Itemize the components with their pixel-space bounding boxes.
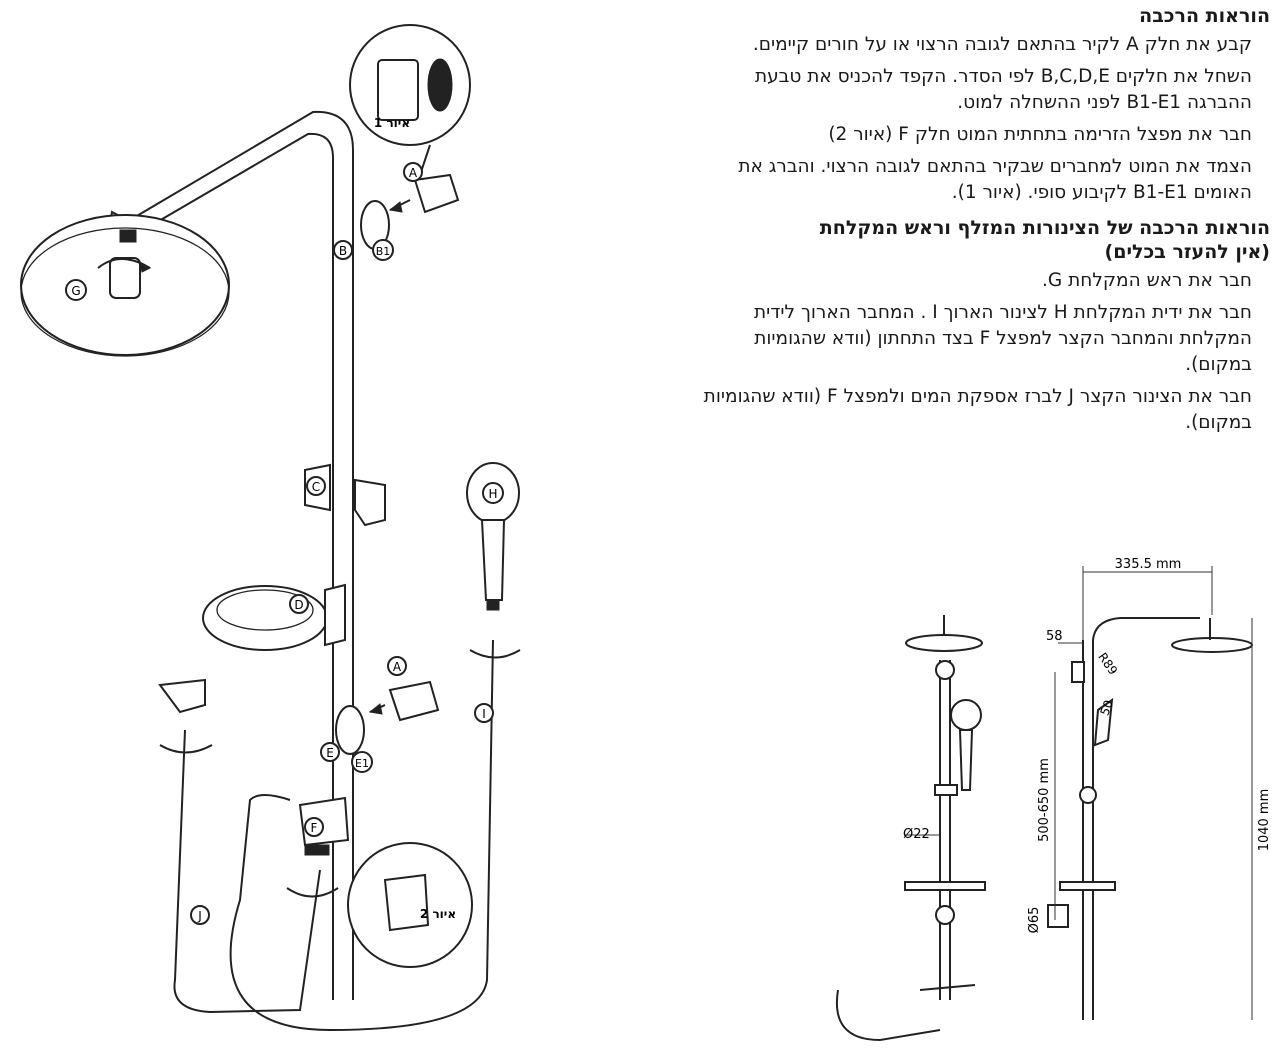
side-soap-dish [1060, 882, 1115, 890]
hose-title-line2: (אין להעזר בכלים) [1104, 241, 1270, 263]
dim-angle: 50 [1097, 698, 1116, 718]
label-e: E [326, 746, 334, 760]
callout-fig1: איור 1 [373, 116, 411, 130]
wall-bracket-bottom [390, 682, 438, 720]
dim-radius: R89 [1095, 650, 1121, 678]
assembly-step: השחל את חלקים B,C,D,E לפי הסדר. הקפד להכניס את טבעת ההברגה B1-E1 לפני ההשחלה למוט. [754, 66, 1252, 113]
side-head [1172, 638, 1252, 652]
rotate-arrow-icon [287, 888, 338, 897]
label-d: D [294, 598, 304, 612]
label-e1: E1 [355, 757, 369, 770]
handshower-holder [355, 480, 385, 525]
assembly-step: הצמד את המוט למחברים שבקיר בהתאם לגובה הרצוי. והברג את האומים B1-E1 לקיבוע סופי. (איור 1). [738, 156, 1252, 203]
side-view [1027, 557, 1272, 1020]
front-head [906, 635, 982, 651]
hose-short [174, 730, 320, 1012]
assembly-step: קבע את חלק A לקיר בהתאם לגובה הרצוי או על חורים קיימים. [752, 34, 1252, 55]
hose-step: חבר את ידית המקלחת H לצינור הארוך I . המחבר הארוך לידית המקלחת והמחבר הקצר למפצל F בצד התחתון (וודא שהגומיות במקום). [754, 302, 1252, 375]
dim-wall-diameter: Ø65 [1027, 906, 1042, 934]
dim-top-width: 335.5 mm [1114, 557, 1182, 572]
handshower-handle [482, 520, 504, 600]
label-a: A [408, 166, 418, 180]
dim-line-width [1083, 566, 1212, 640]
label-g: G [71, 284, 81, 298]
wall-bracket-top [415, 175, 458, 212]
label-a2: A [392, 660, 402, 674]
label-c: C [311, 480, 321, 494]
collar-e1 [336, 706, 364, 754]
rotate-arrow-icon [160, 745, 212, 753]
front-soap-dish [905, 882, 985, 890]
front-handshower [951, 700, 981, 730]
label-j: J [198, 909, 202, 923]
label-f: F [310, 821, 318, 835]
hose-step: חבר את הצינור הקצר J לברז אספקת המים ולמפצל F (וודא שהגומיות במקום). [703, 386, 1252, 433]
assembly-title: הוראות הרכבה [1139, 5, 1270, 27]
rotate-arrow-icon [470, 650, 520, 658]
dim-offset: 58 [1046, 629, 1063, 644]
side-arm [1093, 618, 1200, 640]
label-b1: B1 [375, 245, 391, 258]
dim-pipe-diameter: Ø22 [903, 827, 930, 842]
shower-arm [130, 112, 353, 230]
label-h: H [488, 487, 498, 501]
front-view [837, 615, 985, 1040]
side-rail [1083, 640, 1093, 1020]
label-i: I [482, 707, 486, 721]
exploded-drawing [21, 25, 520, 1030]
hose-step: חבר את ראש המקלחת G. [1042, 270, 1252, 291]
shower-head-nut [110, 258, 140, 298]
water-tap-connector [160, 680, 205, 712]
label-b: B [338, 244, 348, 258]
hose-title-line1: הוראות הרכבה של הצינורות המזלף וראש המקלחת [819, 217, 1270, 239]
callout-fig2: איור 2 [419, 907, 457, 921]
dim-total-height: 1040 mm [1257, 788, 1272, 852]
assembly-step: חבר את מפצל הזרימה בתחתית המוט חלק F (איור 2) [828, 124, 1252, 145]
hose-long [231, 640, 493, 1030]
dim-slide-range: 500-650 mm [1037, 758, 1052, 842]
front-rail [940, 660, 950, 1000]
